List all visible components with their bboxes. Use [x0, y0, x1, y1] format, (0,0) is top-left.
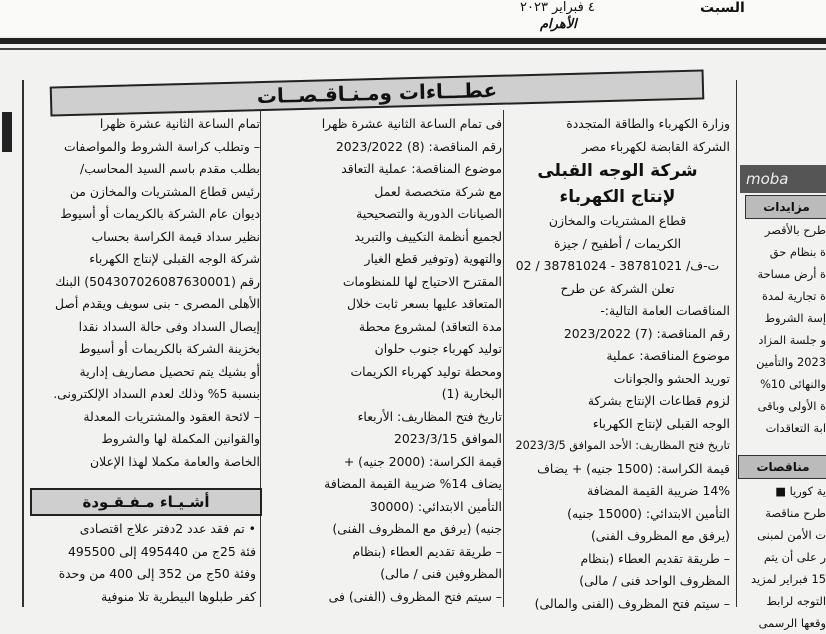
text-line: نظير سداد قيمة الكراسة بحساب: [91, 228, 260, 244]
text-line: – لائحة العقود والمشتريات المعدلة: [83, 408, 260, 424]
text-line: والتهوية (وتوفير قطع الغيار: [364, 251, 502, 266]
header-rule: [0, 38, 826, 44]
text-line: توريد الحشو والجوانات: [613, 370, 730, 386]
text-line: 14% ضريبة القيمة المضافة: [586, 483, 730, 498]
text-line: الكريمات / أطفيح / جيزة: [553, 235, 682, 251]
issue-date: ٤ فبراير ٢٠٢٣: [520, 0, 595, 15]
text-line: – طريقة تقديم العطاء (بنظام: [352, 543, 502, 559]
text-line: – سيتم فتح المظروف (الفنى) فى: [328, 588, 502, 604]
text-line: والنهائى 10%: [760, 377, 826, 391]
text-line: بخزينة الشركة بالكريمات أو أسيوط: [78, 341, 260, 356]
text-line: بطلب مقدم باسم السيد المحاسب/: [80, 161, 260, 176]
text-line: وقعها الرسمى: [758, 616, 826, 630]
text-line: وزارة الكهرباء والطاقة المتجددة: [566, 116, 730, 131]
text-line: طرح مناقصة: [765, 506, 826, 520]
left-margin-column: [0, 80, 24, 607]
text-line: المظروف الواحد فنى / مالى): [579, 573, 730, 588]
issue-day: السبت: [700, 0, 745, 16]
mob-banner: moba: [740, 165, 826, 193]
lost-items-heading: أشـيـاء مـفـقـودة: [30, 488, 262, 516]
text-line: تاريخ فتح المظاريف: الأحد الموافق 2023/3/5: [515, 439, 730, 452]
auctions-tab: مزايدات: [745, 195, 826, 219]
text-line: جنيه) (يرفق مع المظروف الفنى): [332, 521, 502, 536]
text-line: لإنتاج الكهرباء: [559, 187, 676, 207]
text-line: البخارية (1): [441, 386, 502, 401]
text-line: – طريقة تقديم العطاء (بنظام: [580, 550, 730, 566]
section-banner: عطـــاءات ومـنـاقـصــات: [50, 69, 705, 116]
text-line: الأهلى المصرى - بنى سويف ويقدم أصل: [54, 296, 260, 311]
text-line: والقوانين المكملة لها والشروط: [101, 431, 260, 446]
text-line: 15 فبراير لمزيد: [750, 572, 826, 586]
text-line: تاريخ فتح المظاريف: الأربعاء: [357, 408, 502, 424]
text-line: أو بشيك يتم تحصيل مصاريف إدارية: [79, 363, 260, 379]
text-line: ية كوريا ■: [775, 484, 826, 498]
right-strip-text-top: [742, 219, 826, 439]
text-line: ت-ف/ 38781021 - 38781024 / 02: [515, 258, 720, 273]
text-line: • تم فقد عدد 2دفتر علاج اقتصادى: [79, 521, 256, 536]
text-line: الموافق 2023/3/15: [394, 431, 502, 446]
text-line: الصيانات الدورية والتصحيحية: [356, 206, 502, 221]
text-line: ومحطة توليد كهرباء الكريمات: [350, 363, 502, 379]
text-line: إيصال السداد وفى حالة السداد نقدا: [78, 318, 260, 334]
text-line: كفر طبلوها البيطرية تلا منوفية: [101, 588, 256, 604]
text-line: ة الأولى وباقى: [757, 399, 826, 413]
text-line: الوجه القبلى لإنتاج الكهرباء: [592, 415, 730, 431]
tenders-tab: مناقصات: [738, 455, 826, 479]
text-line: رقم (504307026087630001) البنك: [55, 273, 260, 289]
text-line: قيمة الكراسة: (1500 جنيه) + يضاف: [537, 460, 730, 476]
text-line: رقم المناقصة: (8) 2023/2022: [335, 138, 502, 154]
text-line: بنسبة 5% وذلك لعدم السداد الإلكترونى.: [53, 386, 260, 401]
left-margin-block: [2, 112, 12, 152]
text-line: – وتطلب كراسة الشروط والمواصفات: [63, 138, 260, 154]
tender-column-3: [24, 113, 260, 473]
text-line: طرح بالأقصر: [764, 223, 826, 237]
text-line: شركة الوجه القبلى: [537, 161, 698, 181]
text-line: المناقصات العامة التالية:-: [600, 303, 730, 318]
lost-items-text: [24, 518, 256, 608]
text-line: موضوع المناقصة: عملية: [606, 348, 730, 363]
text-line: الخاصة والعامة مكملا لهذا الإعلان: [89, 453, 260, 469]
column-divider: [736, 80, 737, 607]
text-line: ديوان عام الشركة بالكريمات أو أسيوط: [60, 206, 260, 221]
text-line: فى تمام الساعة الثانية عشرة ظهرا: [321, 116, 502, 131]
text-line: التوجه لرابط: [766, 594, 826, 608]
text-line: 2023 والتأمين: [756, 355, 826, 369]
text-line: يضاف 14% ضريبة القيمة المضافة: [324, 476, 502, 491]
header-rule-thin: [0, 48, 826, 50]
text-line: رئيس قطاع المشتريات والمخازن من: [69, 183, 260, 199]
text-line: شركة الوجه القبلى لإنتاج الكهرباء: [89, 251, 260, 266]
text-line: توليد كهرباء جنوب حلوان: [374, 341, 502, 356]
text-line: وفئة 50ج من 352 إلى 400 من وحدة: [58, 566, 256, 581]
text-line: ة تجارية لمدة: [762, 289, 826, 303]
text-line: مدة التعاقد) لمشروع محطة: [358, 318, 502, 334]
text-line: – سيتم فتح المظروف (الفنى والمالى): [534, 595, 730, 611]
text-line: فئة 25ج من 495440 إلى 495500: [67, 543, 256, 559]
text-line: تمام الساعة الثانية عشرة ظهرا: [99, 116, 260, 131]
text-line: المظروفين فنى / مالى): [380, 566, 502, 581]
text-line: قيمة الكراسة: (2000 جنيه) +: [343, 453, 502, 469]
text-line: ت الأمن لمبنى: [757, 528, 826, 542]
column-divider: [260, 110, 261, 607]
text-line: لزوم قطاعات الإنتاج بشركة: [587, 393, 730, 408]
right-strip-text-bottom: [742, 480, 826, 634]
text-line: و جلسة المزاد: [758, 333, 826, 347]
text-line: رقم المناقصة: (7) 2023/2022: [563, 325, 730, 341]
tender-column-1: [505, 113, 730, 615]
text-line: قطاع المشتريات والمخازن: [548, 213, 687, 228]
newspaper-logo: الأهرام: [540, 17, 577, 32]
text-line: ر على أن يتم: [763, 550, 826, 564]
text-line: مع شركة متخصصة لعمل: [374, 183, 502, 199]
text-line: ابة التعاقدات: [765, 421, 826, 435]
text-line: تعلن الشركة عن طرح: [560, 280, 675, 296]
column-divider: [503, 110, 504, 607]
text-line: ة أرض مساحة: [757, 267, 826, 281]
text-line: التأمين الابتدائي: (30000: [369, 498, 502, 514]
text-line: ة بنظام حق: [769, 245, 826, 259]
text-line: إسة الشروط: [764, 311, 826, 325]
text-line: الشركة القابضة لكهرباء مصر: [582, 138, 730, 154]
text-line: التأمين الابتدائي: (15000 جنيه): [567, 505, 730, 521]
text-line: (يرفق مع المظروف الفنى): [590, 528, 730, 543]
text-line: المقترح الاحتياج لها للمنظومات: [342, 273, 502, 289]
text-line: المتعاقد عليها بسعر ثابت خلال: [347, 296, 502, 311]
tender-column-2: [262, 113, 502, 608]
text-line: لجميع أنظمة التكييف والتبريد: [354, 228, 502, 244]
text-line: موضوع المناقصة: عملية التعاقد: [341, 161, 502, 176]
